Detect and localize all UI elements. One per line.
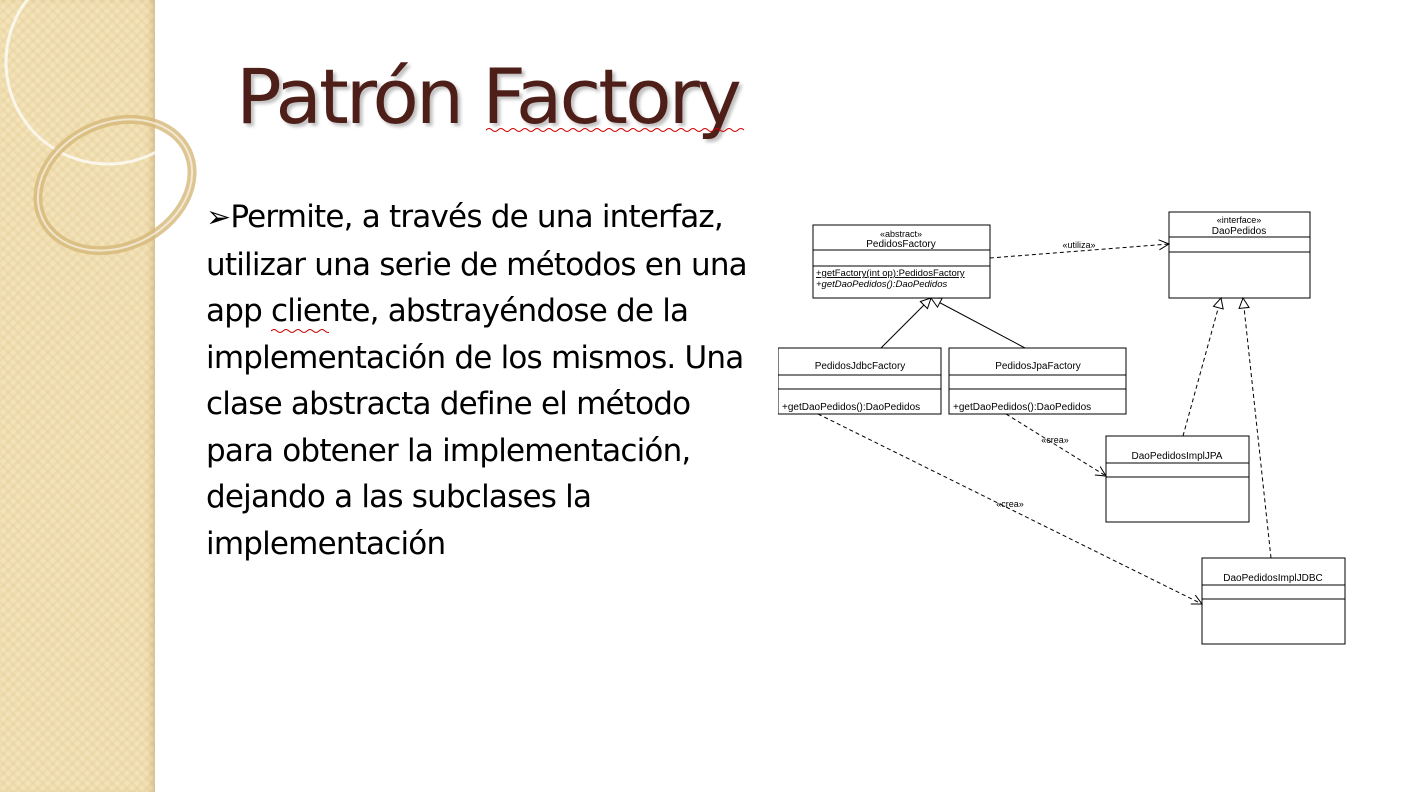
pedidos-jdbc-factory-class [778,348,941,414]
dao-pedidos-interface [1169,212,1310,298]
pedidos-factory-class [813,225,990,298]
pedidos-factory-stereotype: «abstract» [879,229,923,239]
jpa-get-dao-pedidos-method: +getDaoPedidos():DaoPedidos [953,402,1092,413]
get-dao-pedidos-abstract-method: +getDaoPedidos():DaoPedidos [816,279,948,290]
utiliza-label: «utiliza» [1062,240,1096,250]
dao-pedidos-impl-jdbc-name: DaoPedidosImplJDBC [1223,573,1323,584]
jdbc-get-dao-pedidos-method: +getDaoPedidos():DaoPedidos [782,402,921,413]
impl-jpa-realization-arrow [1183,298,1221,436]
dao-pedidos-impl-jpa-class [1106,436,1249,522]
dao-pedidos-impl-jdbc-class [1202,558,1345,644]
get-factory-method: +getFactory(int op):PedidosFactory [816,268,965,279]
bullet-text: Permite, a través de una interfaz, utilizar una serie de métodos en una app cliente, abstrayéndose de la implementación de los mismos. Una clase abstracta define el método para obtener la implementación, dejando a las subclases la implementación [206,199,747,562]
slide-title: Patrón Factory [236,52,739,141]
dao-pedidos-stereotype: «interface» [1216,215,1262,225]
uml-class-diagram [778,205,1358,655]
pedidos-jdbc-factory-name: PedidosJdbcFactory [814,361,906,372]
bullet-paragraph [206,194,766,567]
crea-jpa-label: «crea» [1041,435,1069,445]
dao-pedidos-name: DaoPedidos [1211,226,1267,237]
dao-pedidos-impl-jpa-name: DaoPedidosImplJPA [1131,451,1223,462]
spellcheck-underline-icon [486,127,748,133]
arrow-bullet-icon: ➢ [206,200,231,235]
pedidos-jpa-factory-class [949,348,1126,414]
jdbc-factory-inheritance-arrow [881,298,931,348]
crea-jdbc-label: «crea» [996,499,1024,509]
pedidos-jpa-factory-name: PedidosJpaFactory [995,361,1081,372]
pedidos-factory-name: PedidosFactory [866,239,936,250]
crea-jpa-dependency-arrow [1006,414,1106,476]
jpa-factory-inheritance-arrow [931,298,1025,348]
spellcheck-underline-app-icon [271,328,329,334]
